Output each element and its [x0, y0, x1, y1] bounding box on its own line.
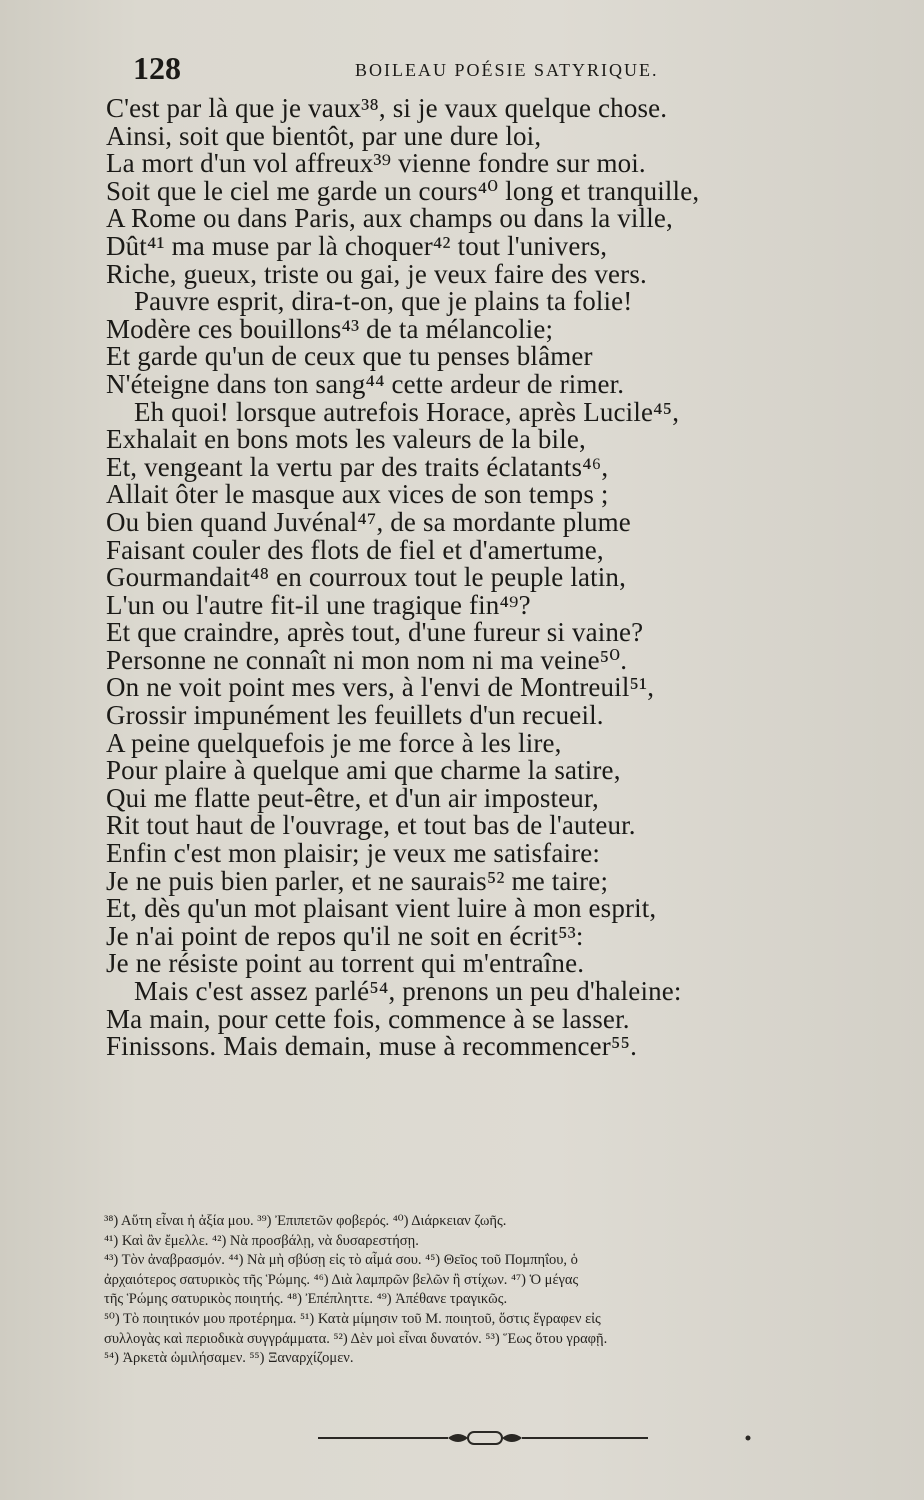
verse-line: Allait ôter le masque aux vices de son temps ;	[106, 479, 609, 510]
verse-line: Exhalait en bons mots les valeurs de la bile,	[106, 424, 586, 455]
verse-line: Faisant couler des flots de fiel et d'amertume,	[106, 534, 604, 565]
ornament-divider	[318, 1426, 758, 1450]
footnote-line: συλλογὰς καὶ περιοδικὰ συγγράμματα. ⁵²) Δὲν μοὶ εἶναι δυνατόν. ⁵³) Ἕως ὅτου γραφῇ.	[104, 1330, 608, 1347]
verse-line: Ou bien quand Juvénal⁴⁷, de sa mordante plume	[106, 506, 631, 537]
verse-line: L'un ou l'autre fit-il une tragique fin⁴⁹?	[106, 589, 531, 620]
verse-line: Finissons. Mais demain, muse à recommencer⁵⁵.	[106, 1031, 637, 1062]
footnote-line: τῆς Ῥώμης σατυρικὸς ποιητής. ⁴⁸) Ἐπέπληττε. ⁴⁹) Ἀπέθανε τραγικῶς.	[104, 1291, 508, 1308]
verse-line: Pour plaire à quelque ami que charme la satire,	[106, 755, 621, 786]
running-title: BOILEAU POÉSIE SATYRIQUE.	[355, 60, 659, 80]
page-number: 128	[133, 50, 181, 86]
verse-line: C'est par là que je vaux³⁸, si je vaux quelque chose.	[106, 93, 668, 123]
verse-line: Personne ne connaît ni mon nom ni ma veine⁵⁰.	[106, 644, 628, 675]
footnote-line: ⁵⁴) Ἀρκετὰ ὡμιλήσαμεν. ⁵⁵) Ξαναρχίζομεν.	[104, 1350, 354, 1367]
verse-line: Mais c'est assez parlé⁵⁴, prenons un peu d'haleine:	[134, 976, 682, 1006]
verse-line: Riche, gueux, triste ou gai, je veux faire des vers.	[106, 258, 647, 289]
verse-line: Et que craindre, après tout, d'une fureur si vaine?	[106, 617, 644, 648]
verse-line: On ne voit point mes vers, à l'envi de Montreuil⁵¹,	[106, 672, 655, 703]
footnote-line: ⁴¹) Καὶ ἂν ἔμελλε. ⁴²) Νὰ προσβάλῃ, νὰ δυσαρεστήσῃ.	[104, 1232, 419, 1249]
verse-line: Pauvre esprit, dira-t-on, que je plains ta folie!	[134, 286, 633, 317]
verse-line: Ainsi, soit que bientôt, par une dure loi,	[106, 120, 542, 151]
verse-line: Gourmandait⁴⁸ en courroux tout le peuple latin,	[106, 562, 626, 593]
footnote-line: ἀρχαιότερος σατυρικὸς τῆς Ῥώμης. ⁴⁶) Διὰ λαμπρῶν βελῶν ἢ στίχων. ⁴⁷) Ὁ μέγας	[104, 1271, 579, 1288]
verse-line: Et, dès qu'un mot plaisant vient luire à mon esprit,	[106, 893, 657, 924]
verse-line: Qui me flatte peut-être, et d'un air imposteur,	[106, 782, 599, 813]
verse-line: A Rome ou dans Paris, aux champs ou dans la ville,	[106, 203, 673, 234]
verse-line: Grossir impunément les feuillets d'un recueil.	[106, 700, 604, 731]
verse-line: La mort d'un vol affreux³⁹ vienne fondre sur moi.	[106, 148, 646, 179]
verse-line: Et garde qu'un de ceux que tu penses blâmer	[106, 341, 593, 372]
footnote-line: ⁴³) Τὸν ἀναβρασμόν. ⁴⁴) Νὰ μὴ σβύσῃ εἰς τὸ αἷμά σου. ⁴⁵) Θεῖος τοῦ Πομπηΐου, ὁ	[104, 1252, 578, 1269]
verse-line: Je ne résiste point au torrent qui m'entraîne.	[106, 948, 585, 979]
verse-line: Rit tout haut de l'ouvrage, et tout bas de l'auteur.	[106, 810, 636, 841]
page-header	[133, 50, 693, 90]
verse-line: A peine quelquefois je me force à les lire,	[106, 727, 562, 758]
verse-line: Je n'ai point de repos qu'il ne soit en écrit⁵³:	[106, 920, 584, 951]
verse-line: Eh quoi! lorsque autrefois Horace, après Lucile⁴⁵,	[134, 396, 680, 427]
verse-line: Ma main, pour cette fois, commence à se lasser.	[106, 1003, 630, 1034]
poem-text	[106, 93, 700, 1062]
footnote-line: ⁵⁰) Τὸ ποιητικόν μου προτέρημα. ⁵¹) Κατὰ μίμησιν τοῦ Μ. ποιητοῦ, ὅστις ἔγραφεν εἰς	[104, 1310, 601, 1327]
verse-line: N'éteigne dans ton sang⁴⁴ cette ardeur de rimer.	[106, 368, 625, 399]
verse-line: Enfin c'est mon plaisir; je veux me satisfaire:	[106, 838, 601, 869]
footnotes	[104, 1212, 874, 1369]
verse-line: Je ne puis bien parler, et ne saurais⁵² me taire;	[106, 865, 609, 896]
verse-line: Modère ces bouillons⁴³ de ta mélancolie;	[106, 313, 554, 344]
footnote-line: ³⁸) Αὕτη εἶναι ἡ ἀξία μου. ³⁹) Ἐπιπετῶν φοβερός. ⁴⁰) Διάρκειαν ζωῆς.	[104, 1213, 507, 1229]
verse-line: Et, vengeant la vertu par des traits éclatants⁴⁶,	[106, 451, 609, 482]
verse-line: Soit que le ciel me garde un cours⁴⁰ long et tranquille,	[106, 175, 700, 206]
verse-line: Dût⁴¹ ma muse par là choquer⁴² tout l'univers,	[106, 230, 608, 261]
